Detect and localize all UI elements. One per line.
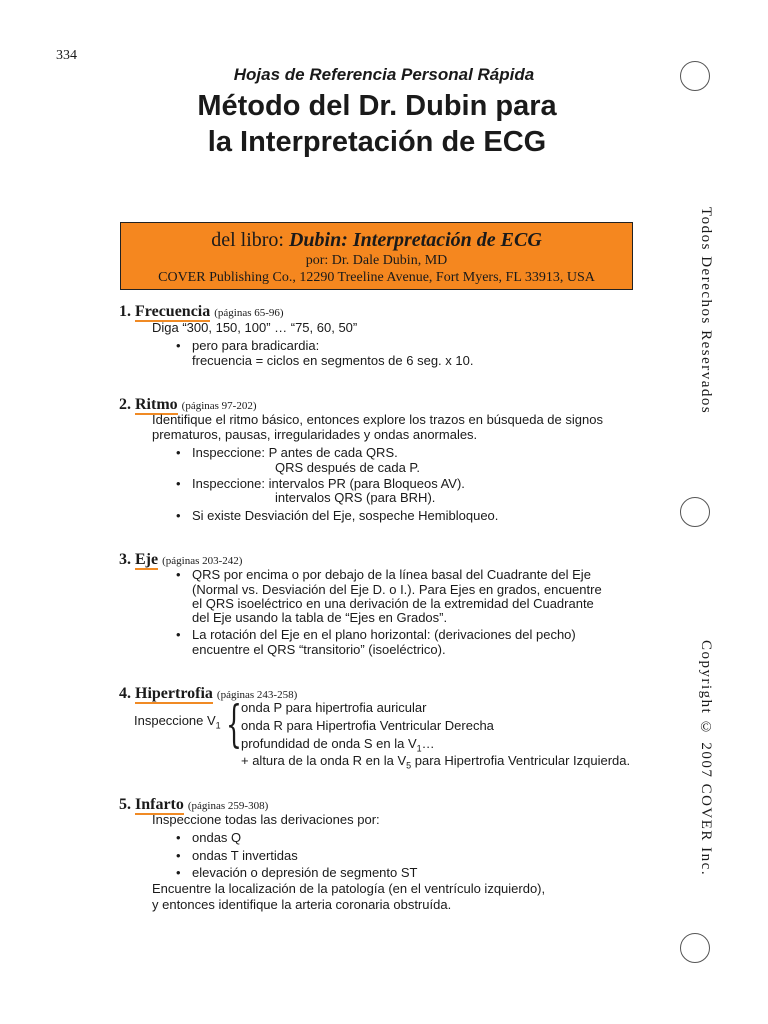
text-line: + altura de la onda R en la $V_5$ para Hipertrofia Ventricular Izquierda.	[241, 753, 631, 771]
bullet-item: • La rotación del Eje en el plano horizontal: (derivaciones del pecho)	[192, 627, 576, 642]
section-number: 3.	[119, 551, 131, 568]
section-name: Frecuencia	[135, 303, 211, 320]
book-prefix: del libro:	[211, 229, 289, 251]
brace-symbol: {	[226, 695, 242, 753]
book-author: por: Dr. Dale Dubin, MD	[305, 253, 448, 268]
book-publisher: COVER Publishing Co., 12290 Treeline Avenue, Fort Myers, FL 33913, USA	[158, 270, 595, 285]
bullet-item: • ondas T invertidas	[192, 848, 298, 863]
bullet-item: • pero para bradicardia:	[192, 338, 319, 353]
bullet-item: • QRS por encima o por debajo de la línea basal del Cuadrante del Eje	[192, 567, 591, 582]
bullet-item: • Inspeccione: intervalos PR (para Bloqueos AV).	[192, 476, 465, 491]
bullet-item: • elevación o depresión de segmento ST	[192, 865, 417, 880]
section-number: 5.	[119, 796, 131, 813]
bullet-item: • Inspeccione: P antes de cada QRS.	[192, 445, 398, 460]
text-line: profundidad de onda S en la $V_1\dots$	[241, 736, 435, 754]
text-line: intervalos QRS (para BRH).	[275, 490, 436, 505]
section-number: 1.	[119, 303, 131, 320]
text-line: onda R para Hipertrofia Ventricular Derecha	[241, 718, 494, 733]
inspect-v1-label: Inspeccione $V_1$	[134, 713, 221, 731]
text-line: onda P para hipertrofia auricular	[241, 700, 427, 715]
book-title-line	[121, 228, 632, 252]
bullet-item: • Si existe Desviación del Eje, sospeche Hemibloqueo.	[192, 508, 498, 523]
text-line: del Eje usando la tabla de “Ejes en Grados”.	[192, 610, 448, 625]
text-line: Inspeccione todas las derivaciones por:	[152, 812, 380, 827]
bullet-item: • ondas Q	[192, 830, 241, 845]
page-title-line-1: Método del Dr. Dubin para	[197, 90, 557, 122]
binder-hole-top	[680, 61, 710, 91]
text-line: prematuros, pausas, irregularidades y ondas anormales.	[152, 427, 478, 442]
section-number: 4.	[119, 685, 131, 702]
binder-hole-middle	[680, 497, 710, 527]
subtitle: Hojas de Referencia Personal Rápida	[233, 65, 535, 84]
text-line: encuentre el QRS “transitorio” (isoeléctrico).	[192, 642, 446, 657]
text-line: QRS después de cada P.	[275, 460, 421, 475]
page-title-line-2: la Interpretación de ECG	[207, 126, 547, 158]
section-pages: (páginas 97-202)	[181, 400, 257, 412]
text-line: (Normal vs. Desviación del Eje D. o I.). Para Ejes en grados, encuentre	[192, 582, 602, 597]
section-name: Ritmo	[135, 396, 178, 413]
text-line: frecuencia = ciclos en segmentos de 6 seg. x 10.	[192, 353, 474, 368]
rights-notice: Todos Derechos Reservados	[698, 207, 714, 415]
section-pages: (páginas 203-242)	[162, 555, 243, 567]
section-heading-frecuencia	[119, 303, 284, 321]
book-info-box	[120, 222, 633, 290]
binder-hole-bottom	[680, 933, 710, 963]
section-name: Infarto	[135, 796, 184, 813]
section-pages: (páginas 259-308)	[187, 800, 269, 812]
text-line: y entonces identifique la arteria coronaria obstruída.	[152, 897, 452, 912]
text-line: Identifique el ritmo básico, entonces explore los trazos en búsqueda de signos	[152, 412, 603, 427]
text-line: Encuentre la localización de la patología (en el ventrículo izquierdo),	[152, 881, 546, 896]
copyright-notice: Copyright © 2007 COVER Inc.	[698, 640, 714, 877]
book-title: Dubin: Interpretación de ECG	[288, 229, 542, 251]
page-number: 334	[56, 48, 77, 63]
text-line: el QRS isoeléctrico en una derivación de la extremidad del Cuadrante	[192, 596, 594, 611]
section-pages: (páginas 243-258)	[216, 689, 298, 701]
section-name: Hipertrofia	[135, 685, 213, 702]
section-name: Eje	[135, 551, 159, 568]
section-pages: (páginas 65-96)	[214, 307, 284, 319]
text-line: Diga “300, 150, 100” … “75, 60, 50”	[152, 320, 358, 335]
section-number: 2.	[119, 396, 131, 413]
